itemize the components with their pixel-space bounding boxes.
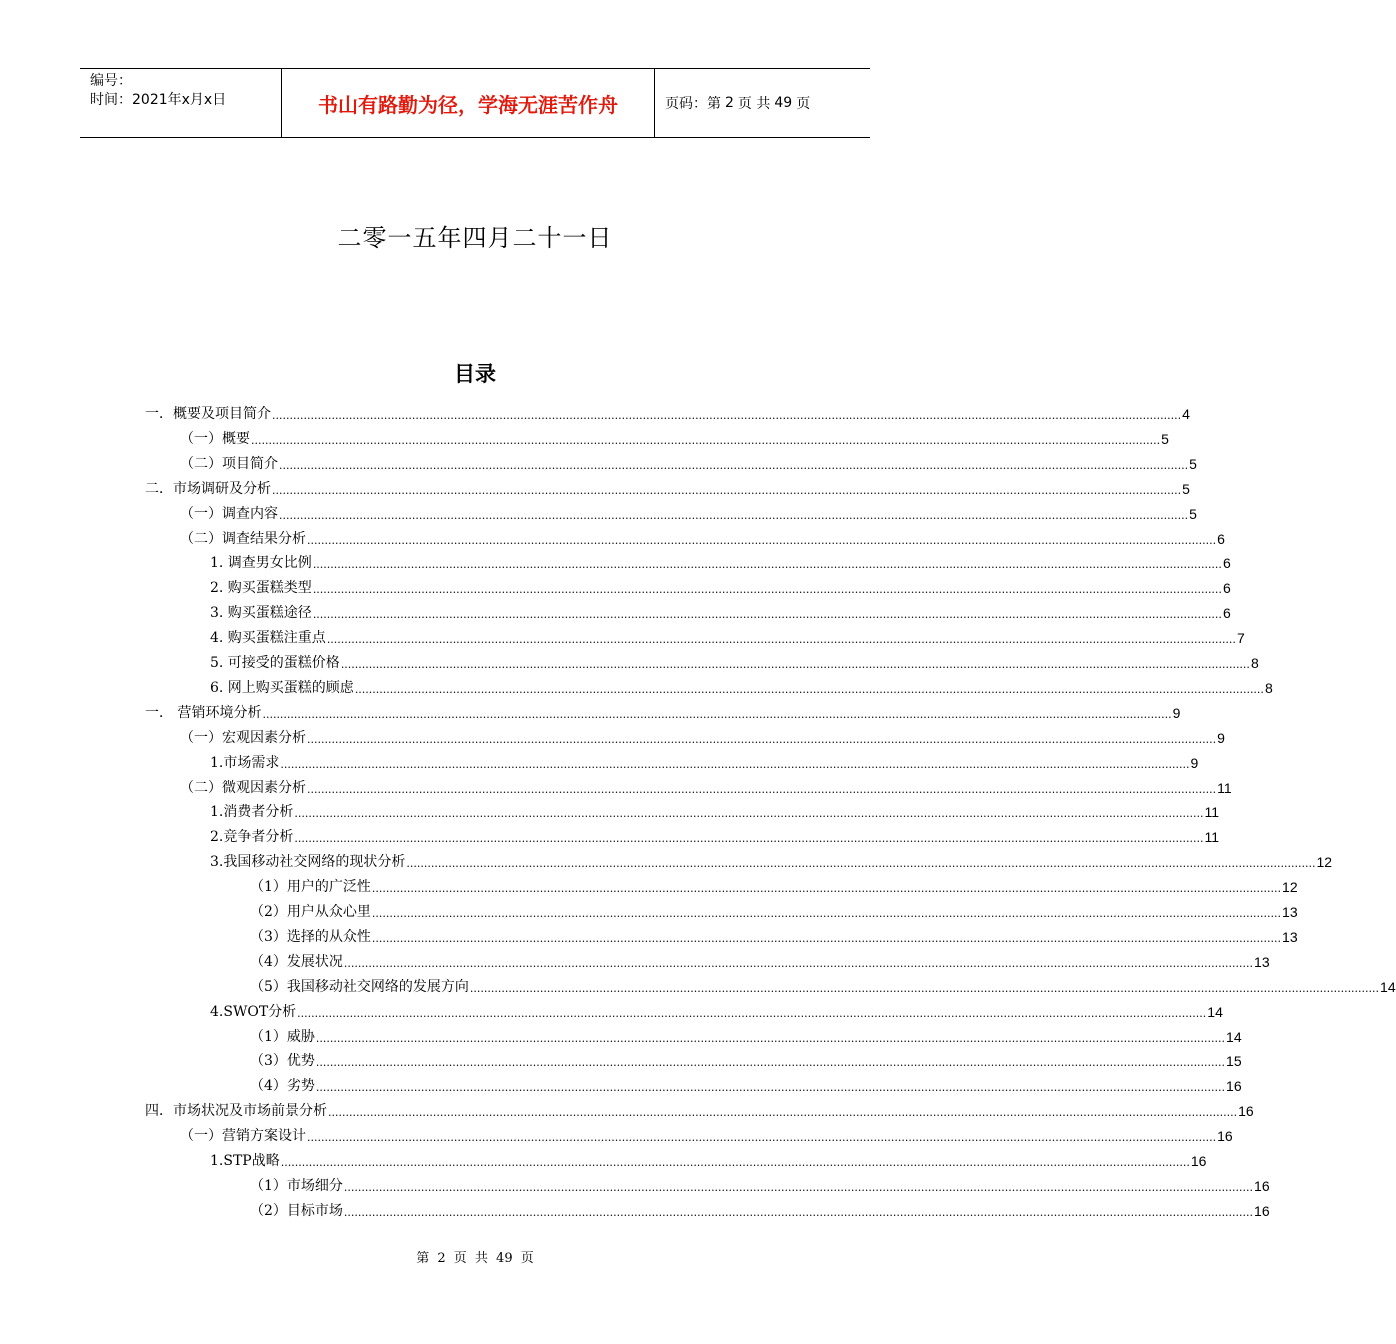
time-label: 时间：2021年x月x日 (90, 92, 227, 108)
toc-entry-page: 13 (1282, 904, 1298, 920)
toc-leader-dots: .................................................................................................................................................................................................................................................................... (371, 907, 1282, 920)
toc-entry[interactable] (180, 771, 1232, 796)
toc-entry[interactable] (145, 696, 1181, 721)
toc-leader-dots: .................................................................................................................................................................................................................................................................... (406, 857, 1316, 871)
toc-entry[interactable] (180, 1119, 1233, 1145)
toc-entry-label: 3.我国移动社交网络的现状分析 (210, 854, 406, 871)
toc-leader-dots: .................................................................................................................................................................................................................................................................... (272, 483, 1182, 497)
toc-entry[interactable] (250, 1194, 1270, 1219)
toc-entry-label: （二）项目简介 (180, 455, 278, 472)
toc-leader-dots: .................................................................................................................................................................................................................................................................... (312, 608, 1222, 622)
toc-entry-page: 11 (1204, 804, 1220, 821)
toc-entry-page: 16 (1254, 1177, 1270, 1194)
toc-entry[interactable] (210, 995, 1223, 1020)
toc-entry[interactable] (250, 970, 1396, 995)
toc-entry-page: 16 (1190, 1153, 1207, 1169)
toc-entry-label: （3）选择的从众性 (250, 928, 371, 945)
toc-entry[interactable] (210, 795, 1220, 821)
toc-entry-page: 7 (1236, 630, 1245, 647)
toc-title: 目录 (454, 362, 496, 386)
toc-leader-dots: .................................................................................................................................................................................................................................................................... (354, 682, 1264, 696)
toc-entry-label: 一．概要及项目简介 (145, 406, 271, 422)
toc-entry-page: 4 (1182, 406, 1190, 422)
toc-entry-label: （2）目标市场 (250, 1202, 343, 1219)
toc-entry-label: 一． 营销环境分析 (145, 704, 262, 721)
toc-leader-dots: .................................................................................................................................................................................................................................................................... (294, 807, 1204, 821)
toc-leader-dots: .................................................................................................................................................................................................................................................................... (343, 1205, 1254, 1219)
toc-entry-page: 9 (1217, 729, 1225, 746)
toc-entry-page: 5 (1189, 505, 1197, 522)
page-prefix: 页码：第 (665, 96, 721, 112)
toc-entry[interactable] (210, 820, 1220, 846)
page-current: 2 (725, 95, 734, 111)
toc-entry-page: 5 (1182, 480, 1190, 497)
toc-entry-page: 6 (1222, 555, 1231, 572)
toc-entry[interactable] (210, 621, 1245, 647)
page-total: 49 (774, 95, 793, 111)
page-suffix: 页 (796, 96, 811, 112)
number-label: 编号： (90, 73, 132, 89)
toc-entry-label: 5. 可接受的蛋糕价格 (210, 655, 340, 671)
toc-entry-label: （4）发展状况 (250, 953, 343, 970)
toc-entry-page: 11 (1204, 829, 1220, 846)
toc-leader-dots: .................................................................................................................................................................................................................................................................... (279, 458, 1189, 472)
toc-entry-label: 4. 购买蛋糕注重点 (210, 630, 326, 647)
toc-leader-dots: .................................................................................................................................................................................................................................................................... (262, 707, 1172, 721)
toc-entry-page: 6 (1222, 580, 1231, 597)
toc-entry-page: 9 (1172, 704, 1181, 721)
toc-entry-label: （二）微观因素分析 (180, 779, 306, 796)
toc-entry-page: 11 (1217, 779, 1232, 796)
toc-leader-dots: .................................................................................................................................................................................................................................................................... (307, 732, 1217, 746)
toc-entry-page: 5 (1189, 455, 1197, 472)
toc-entry-page: 14 (1380, 978, 1396, 995)
toc-entry-label: 1.STP战略 (210, 1153, 280, 1169)
toc-entry-label: （1）用户的广泛性 (250, 879, 371, 896)
toc-entry[interactable] (250, 1069, 1242, 1095)
toc-entry-page: 14 (1226, 1028, 1242, 1045)
toc-entry-page: 5 (1161, 430, 1169, 447)
toc-leader-dots: .................................................................................................................................................................................................................................................................... (315, 1056, 1226, 1070)
toc-leader-dots: .................................................................................................................................................................................................................................................................... (326, 633, 1236, 647)
page-footer: 第 2 页 共 49 页 (416, 1251, 534, 1266)
toc-entry-page: 15 (1226, 1053, 1242, 1070)
toc-entry[interactable] (210, 1144, 1207, 1169)
toc-leader-dots: .................................................................................................................................................................................................................................................................... (279, 508, 1189, 522)
toc-entry-label: （3）优势 (250, 1053, 315, 1070)
toc-entry-label: （一）宏观因素分析 (180, 729, 306, 746)
toc-leader-dots: .................................................................................................................................................................................................................................................................... (371, 931, 1282, 945)
toc-entry-page: 6 (1222, 605, 1231, 622)
toc-entry-page: 8 (1264, 679, 1273, 696)
toc-entry-label: （5）我国移动社交网络的发展方向 (250, 978, 469, 995)
toc-entry[interactable] (250, 1169, 1270, 1194)
toc-entry-label: 1.消费者分析 (210, 804, 294, 821)
toc-entry-label: 4.SWOT分析 (210, 1003, 297, 1020)
toc-entry-label: 2. 购买蛋糕类型 (210, 580, 312, 597)
toc-entry[interactable] (180, 497, 1197, 522)
toc-leader-dots: .................................................................................................................................................................................................................................................................... (312, 583, 1222, 597)
page-mid: 页 共 (737, 96, 771, 112)
toc-leader-dots: .................................................................................................................................................................................................................................................................... (371, 882, 1282, 896)
header-motto: 书山有路勤为径，学海无涯苦作舟 (282, 69, 655, 137)
toc-entry[interactable] (210, 571, 1231, 597)
toc-entry-page: 13 (1282, 928, 1298, 945)
toc-entry[interactable] (180, 422, 1169, 447)
toc-leader-dots: .................................................................................................................................................................................................................................................................... (340, 658, 1250, 671)
toc-entry-label: （一）调查内容 (180, 505, 278, 522)
toc-leader-dots: .................................................................................................................................................................................................................................................................... (272, 409, 1182, 422)
toc-entry-page: 6 (1217, 530, 1225, 547)
date-line: 二零一五年四月二十一日 (337, 224, 613, 252)
toc-entry-page: 9 (1190, 754, 1199, 771)
toc-leader-dots: .................................................................................................................................................................................................................................................................... (469, 981, 1380, 995)
toc-entry[interactable] (145, 472, 1190, 497)
toc-entry-page: 14 (1207, 1003, 1223, 1020)
toc-entry-label: 1.市场需求 (210, 754, 280, 771)
header-meta (80, 69, 282, 137)
toc-leader-dots: .................................................................................................................................................................................................................................................................... (251, 433, 1161, 447)
toc-entry-label: （1）市场细分 (250, 1177, 343, 1194)
header-page-info (655, 69, 870, 137)
toc-entry[interactable] (180, 522, 1225, 547)
toc-leader-dots: .................................................................................................................................................................................................................................................................... (280, 757, 1190, 771)
toc-leader-dots: .................................................................................................................................................................................................................................................................... (297, 1006, 1207, 1020)
toc-entry[interactable] (250, 1044, 1242, 1070)
toc-entry[interactable] (250, 1020, 1242, 1045)
toc-entry-label: 二．市场调研及分析 (145, 480, 271, 497)
toc-entry[interactable] (250, 945, 1270, 970)
toc-leader-dots: .................................................................................................................................................................................................................................................................... (315, 1081, 1226, 1095)
toc-entry-page: 12 (1316, 854, 1333, 871)
toc-leader-dots: .................................................................................................................................................................................................................................................................... (343, 1180, 1254, 1194)
toc-entry[interactable] (250, 870, 1298, 896)
toc-entry[interactable] (210, 596, 1231, 622)
toc-entry-label: 2.竞争者分析 (210, 829, 294, 846)
toc-entry[interactable] (250, 920, 1298, 945)
toc-leader-dots: .................................................................................................................................................................................................................................................................... (343, 956, 1254, 970)
toc-entry[interactable] (145, 397, 1190, 422)
toc-entry-label: （二）调查结果分析 (180, 530, 306, 547)
toc-leader-dots: .................................................................................................................................................................................................................................................................... (307, 782, 1217, 796)
toc-entry[interactable] (210, 546, 1231, 572)
toc-entry[interactable] (180, 447, 1197, 472)
toc-entry-page: 16 (1226, 1078, 1242, 1095)
toc-entry[interactable] (210, 671, 1273, 696)
toc-entry[interactable] (210, 845, 1333, 871)
toc-leader-dots: .................................................................................................................................................................................................................................................................... (280, 1156, 1190, 1169)
toc-leader-dots: .................................................................................................................................................................................................................................................................... (307, 1131, 1217, 1145)
toc-entry[interactable] (210, 746, 1199, 771)
toc-entry[interactable] (180, 721, 1225, 746)
toc-entry-label: （一）营销方案设计 (180, 1128, 306, 1145)
toc-entry-label: （1）威胁 (250, 1028, 315, 1045)
toc-leader-dots: .................................................................................................................................................................................................................................................................... (312, 558, 1222, 572)
toc-entry[interactable] (145, 1094, 1254, 1120)
toc-entry-label: 四．市场状况及市场前景分析 (145, 1103, 327, 1120)
toc-entry-page: 16 (1238, 1103, 1254, 1120)
page-header (80, 68, 870, 138)
toc-entry-page: 16 (1217, 1128, 1233, 1145)
toc-entry-label: 1. 调查男女比例 (210, 555, 312, 572)
toc-entry-label: 3. 购买蛋糕途径 (210, 605, 312, 622)
toc-leader-dots: .................................................................................................................................................................................................................................................................... (294, 832, 1204, 846)
toc-entry-page: 12 (1282, 879, 1298, 896)
toc-leader-dots: .................................................................................................................................................................................................................................................................... (328, 1106, 1238, 1120)
toc-leader-dots: .................................................................................................................................................................................................................................................................... (315, 1031, 1226, 1045)
toc-entry-page: 16 (1254, 1202, 1270, 1219)
toc-entry-label: （一）概要 (180, 430, 250, 447)
toc-entry-page: 8 (1250, 655, 1259, 671)
toc-entry-page: 13 (1254, 953, 1270, 970)
toc-entry-label: （4）劣势 (250, 1078, 315, 1095)
toc-leader-dots: .................................................................................................................................................................................................................................................................... (307, 533, 1217, 547)
toc-entry[interactable] (210, 646, 1259, 671)
toc-entry-label: （2）用户从众心里 (250, 904, 371, 920)
toc-entry-label: 6. 网上购买蛋糕的顾虑 (210, 679, 354, 696)
toc-entry[interactable] (250, 895, 1298, 920)
